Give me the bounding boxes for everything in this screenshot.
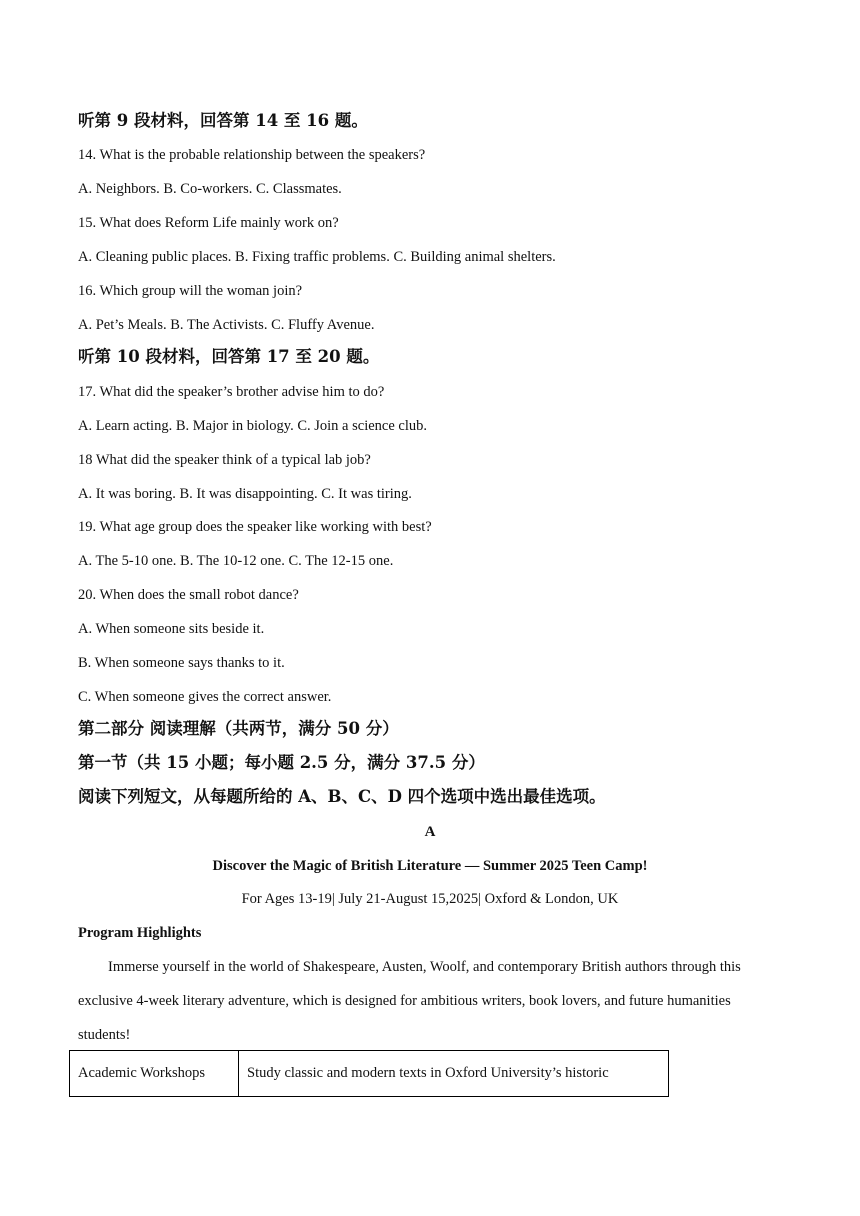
paragraph-line-2: exclusive 4-week literary adventure, which is designed for ambitious writers, book lovers, and future humanities <box>78 993 731 1009</box>
question-16: 16. Which group will the woman join? <box>78 283 303 299</box>
question-16-options: A. Pet’s Meals. B. The Activists. C. Fluffy Avenue. <box>78 317 375 333</box>
question-19: 19. What age group does the speaker like working with best? <box>78 519 432 535</box>
question-14: 14. What is the probable relationship between the speakers? <box>78 147 426 163</box>
paragraph-line-3: students! <box>78 1027 131 1043</box>
table-row <box>70 1051 669 1097</box>
passage-label: A <box>424 824 436 840</box>
question-18-options: A. It was boring. B. It was disappointing. C. It was tiring. <box>78 486 412 502</box>
question-20: 20. When does the small robot dance? <box>78 587 299 603</box>
highlights-heading: Program Highlights <box>78 925 202 941</box>
passage-title: Discover the Magic of British Literature — Summer 2025 Teen Camp! <box>212 858 648 874</box>
question-17: 17. What did the speaker’s brother advise him to do? <box>78 384 385 400</box>
passage-subtitle: For Ages 13-19| July 21-August 15,2025| Oxford & London, UK <box>241 891 619 907</box>
question-15-options: A. Cleaning public places. B. Fixing traffic problems. C. Building animal shelters. <box>78 249 556 265</box>
table-cell-label: Academic Workshops <box>70 1051 239 1097</box>
question-20-option-c: C. When someone gives the correct answer. <box>78 689 332 705</box>
question-18: 18 What did the speaker think of a typical lab job? <box>78 452 371 468</box>
part-two-header: 第二部分 阅读理解（共两节，满分 50 分） <box>78 719 399 738</box>
section10-header: 听第 10 段材料，回答第 17 至 20 题。 <box>78 347 380 366</box>
paragraph-line-1: Immerse yourself in the world of Shakespeare, Austen, Woolf, and contemporary British authors through this <box>108 959 741 975</box>
reading-instruction: 阅读下列短文，从每题所给的 A、B、C、D 四个选项中选出最佳选项。 <box>78 787 606 806</box>
question-19-options: A. The 5-10 one. B. The 10-12 one. C. The 12-15 one. <box>78 553 394 569</box>
question-20-option-b: B. When someone says thanks to it. <box>78 655 285 671</box>
question-15: 15. What does Reform Life mainly work on? <box>78 215 339 231</box>
question-14-options: A. Neighbors. B. Co-workers. C. Classmates. <box>78 181 342 197</box>
question-17-options: A. Learn acting. B. Major in biology. C. Join a science club. <box>78 418 427 434</box>
program-table <box>69 1050 669 1097</box>
section-one-header: 第一节（共 15 小题；每小题 2.5 分，满分 37.5 分） <box>78 753 485 772</box>
section9-header: 听第 9 段材料，回答第 14 至 16 题。 <box>78 111 368 130</box>
question-20-option-a: A. When someone sits beside it. <box>78 621 265 637</box>
table-cell-desc: Study classic and modern texts in Oxford University’s historic <box>239 1051 669 1097</box>
